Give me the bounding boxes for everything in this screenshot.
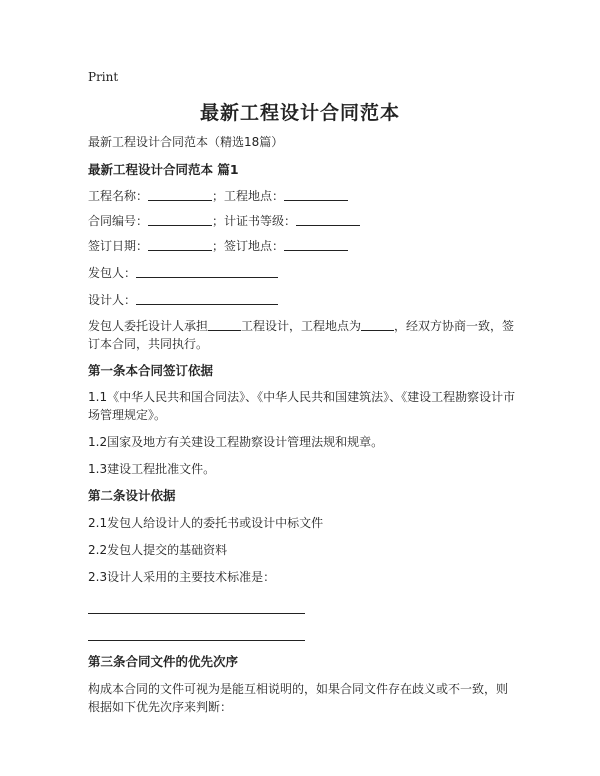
sign-date-label: 签订日期： xyxy=(88,239,149,253)
subtitle: 最新工程设计合同范本（精选18篇） xyxy=(88,135,284,149)
standard-blank-line-1 xyxy=(88,612,305,614)
field-row-employer xyxy=(88,264,518,282)
article1-item2: 1.2国家及地方有关建设工程勘察设计管理法规和规章。 xyxy=(88,435,384,449)
intro-part1: 发包人委托设计人承担 xyxy=(88,319,209,333)
contract-no-blank xyxy=(148,213,212,226)
project-location-blank xyxy=(284,188,348,201)
cert-level-blank xyxy=(296,213,360,226)
sign-date-blank xyxy=(148,238,212,251)
intro-paragraph xyxy=(88,317,518,353)
field-row-contract xyxy=(88,212,518,230)
employer-blank xyxy=(136,265,278,278)
intro-part2: 工程设计，工程地点为 xyxy=(241,319,362,333)
article1-heading: 第一条本合同签订依据 xyxy=(88,363,214,378)
article1-item1: 1.1《中华人民共和国合同法》、《中华人民共和国建筑法》、《建设工程勘察设计市场管理规定》。 xyxy=(88,390,516,422)
section-title: 最新工程设计合同范本 篇1 xyxy=(88,162,239,177)
contract-no-label: 合同编号： xyxy=(88,214,149,228)
article2-item2: 2.2发包人提交的基础资料 xyxy=(88,543,228,557)
designer-blank xyxy=(136,292,278,305)
intro-part3: ，经双方协商一致，签订本合同，共同执行。 xyxy=(88,319,515,351)
article1-item3: 1.3建设工程批准文件。 xyxy=(88,462,216,476)
field-row-designer xyxy=(88,291,518,309)
employer-label: 发包人： xyxy=(88,266,137,280)
project-name-label: 工程名称： xyxy=(88,189,149,203)
project-location-label: ；工程地点： xyxy=(212,189,285,203)
document-body xyxy=(88,133,518,716)
sign-place-label: ；签订地点： xyxy=(212,239,285,253)
intro-location-blank xyxy=(361,318,394,331)
print-link[interactable]: Print xyxy=(88,70,119,84)
article2-item1: 2.1发包人给设计人的委托书或设计中标文件 xyxy=(88,516,324,530)
sign-place-blank xyxy=(284,238,348,251)
field-row-project xyxy=(88,187,518,205)
standard-blank-line-2 xyxy=(88,639,305,641)
field-row-sign xyxy=(88,237,518,255)
article3-heading: 第三条合同文件的优先次序 xyxy=(88,654,239,669)
intro-project-blank xyxy=(208,318,241,331)
project-name-blank xyxy=(148,188,212,201)
cert-level-label: ；计证书等级： xyxy=(212,214,297,228)
article3-paragraph: 构成本合同的文件可视为是能互相说明的，如果合同文件存在歧义或不一致，则根据如下优先次序来判断： xyxy=(88,682,509,714)
page-title: 最新工程设计合同范本 xyxy=(199,102,400,124)
article2-heading: 第二条设计依据 xyxy=(88,488,176,503)
designer-label: 设计人： xyxy=(88,293,137,307)
article2-item3: 2.3设计人采用的主要技术标准是： xyxy=(88,570,276,584)
